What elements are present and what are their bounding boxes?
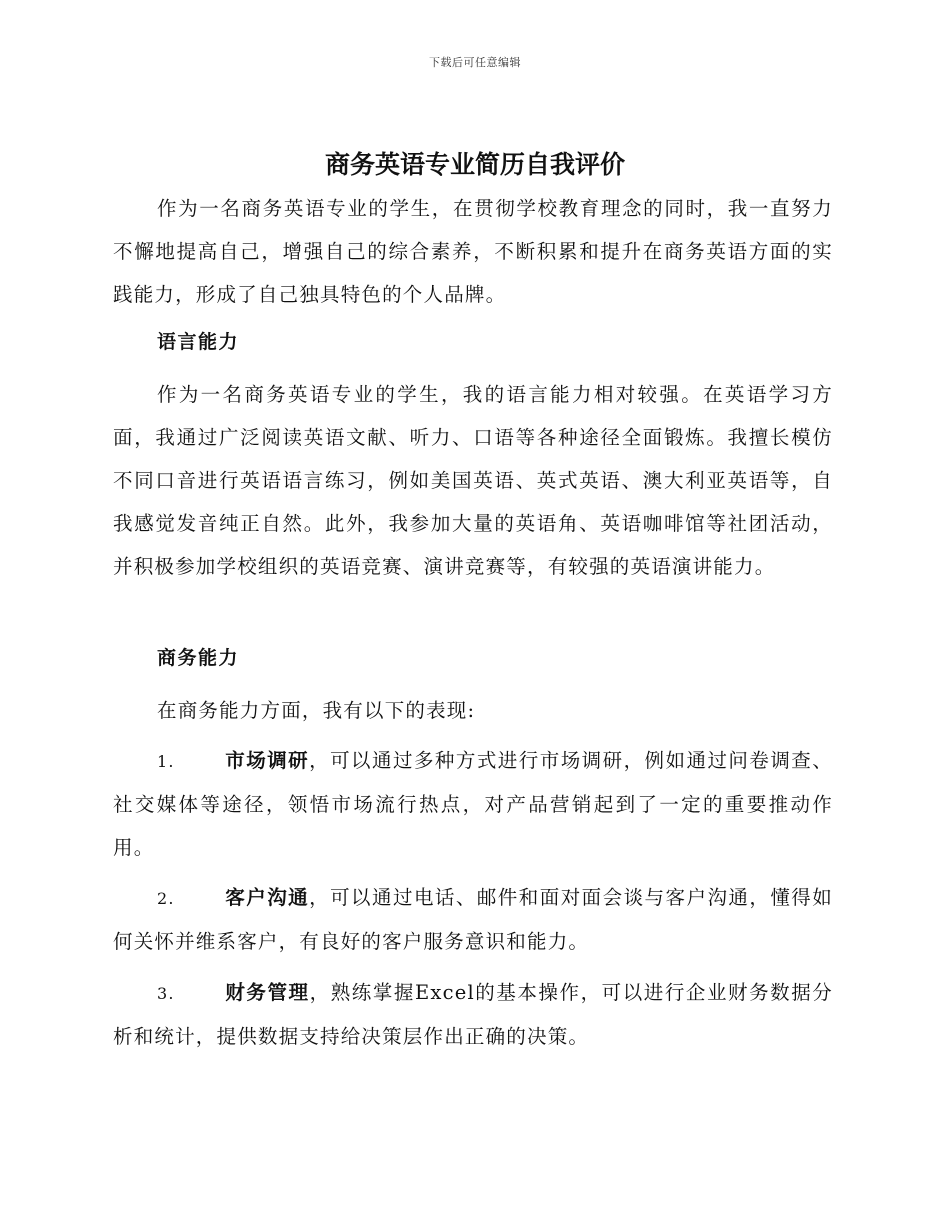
list-number: 2. xyxy=(157,889,175,908)
list-term: 市场调研 xyxy=(225,749,310,772)
section-heading-language: 语言能力 xyxy=(157,331,240,353)
list-term: 客户沟通 xyxy=(225,886,310,909)
list-number: 1. xyxy=(157,752,175,771)
list-number: 3. xyxy=(157,984,175,1003)
header-note: 下载后可任意编辑 xyxy=(429,56,521,69)
language-paragraph: 作为一名商务英语专业的学生，我的语言能力相对较强。在英语学习方面，我通过广泛阅读英语文献、听力、口语等各种途径全面锻炼。我擅长模仿不同口音进行英语语言练习，例如美国英语、英式英语、澳大利亚英语等，自我感觉发音纯正自然。此外，我参加大量的英语角、英语咖啡馆等社团活动，并积极参加学校组织的英语竞赛、演讲竞赛等，有较强的英语演讲能力。 xyxy=(113,383,833,578)
list-item-financial-management xyxy=(113,971,833,1058)
list-text: ，可以通过多种方式进行市场调研，例如通过问卷调查、社交媒体等途径，领悟市场流行热点，对产品营销起到了一定的重要推动作用。 xyxy=(113,749,833,859)
list-text: ，熟练掌握Excel的基本操作，可以进行企业财务数据分析和统计，提供数据支持给决策层作出正确的决策。 xyxy=(113,981,833,1048)
list-text: ，可以通过电话、邮件和面对面会谈与客户沟通，懂得如何关怀并维系客户，有良好的客户服务意识和能力。 xyxy=(113,886,833,953)
list-item-market-research xyxy=(113,739,833,869)
section-heading-business: 商务能力 xyxy=(157,647,240,669)
document-title: 商务英语专业简历自我评价 xyxy=(324,150,625,179)
intro-paragraph: 作为一名商务英语专业的学生，在贯彻学校教育理念的同时，我一直努力不懈地提高自己，增强自己的综合素养，不断积累和提升在商务英语方面的实践能力，形成了自己独具特色的个人品牌。 xyxy=(113,197,833,306)
business-intro-paragraph: 在商务能力方面，我有以下的表现: xyxy=(157,699,476,722)
list-item-customer-communication xyxy=(113,876,833,963)
list-term: 财务管理 xyxy=(225,981,310,1004)
